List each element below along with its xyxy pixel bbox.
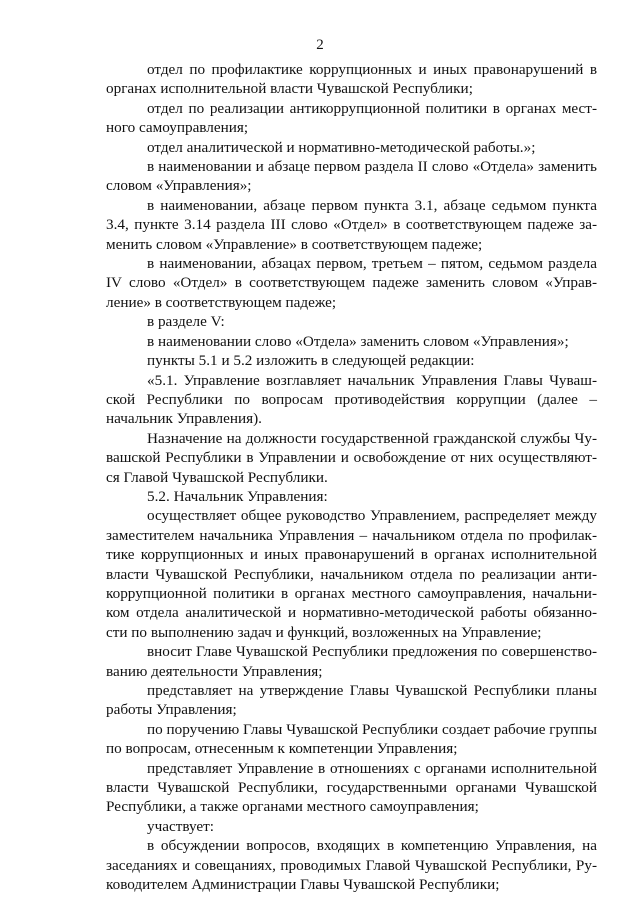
paragraph: в наименовании, абзаце первом пункта 3.1, абзаце седьмом пункта 3.4, пункте 3.14 раздела III слово «Отдел» в соответствующем падеже заменить словом «Управление» в соответствующем падеже;: [106, 196, 597, 253]
paragraph: представляет Управление в отношениях с органами исполнительной власти Чувашской Республики, государственными органами Чувашской Республики, а также органами местного самоуправления;: [106, 759, 597, 816]
paragraph: в наименовании и абзаце первом раздела II слово «Отдела» заменить словом «Управления»;: [106, 158, 597, 195]
paragraph: пункты 5.1 и 5.2 изложить в следующей редакции:: [147, 352, 475, 370]
paragraph: в разделе V:: [147, 313, 225, 331]
paragraph: Назначение на должности государственной гражданской службы Чувашской Республики в Управлении и освобождение от них осуществляются Главой Чувашской Республики.: [106, 429, 597, 486]
paragraph: «5.1. Управление возглавляет начальник Управления Главы Чувашской Республики по вопросам противодействия коррупции (далее – начальник Управления).: [106, 371, 597, 428]
paragraph: по поручению Главы Чувашской Республики создает рабочие группы по вопросам, отнесенным к компетенции Управления;: [106, 720, 597, 758]
paragraph: отдел аналитической и нормативно-методической работы.»;: [147, 138, 536, 156]
paragraph: вносит Главе Чувашской Республики предложения по совершенствованию деятельности Управления;: [106, 643, 597, 680]
paragraph: отдел по реализации антикоррупционной политики в органах местного самоуправления;: [106, 99, 597, 137]
paragraph: осуществляет общее руководство Управлением, распределяет между заместителем начальника Управления – начальником отдела по профилактике коррупционных и иных правонарушений в органах исполнительной власти Чувашской Республики, начальником отдела по реализации антикоррупционной политики в органах местного самоуправления, начальником отдела аналитической и нормативно-методической работы обязанности по выполнению задач и функций, возложенных на Управление;: [106, 507, 597, 641]
paragraph: в обсуждении вопросов, входящих в компетенцию Управления, на заседаниях и совещаниях, проводимых Главой Чувашской Республики, Руководителем Администрации Главы Чувашской Республики;: [106, 837, 597, 894]
page-number: 2: [316, 37, 324, 53]
paragraph: отдел по профилактике коррупционных и иных правонарушений в органах исполнительной власти Чувашской Республики;: [106, 61, 597, 98]
paragraph: представляет на утверждение Главы Чувашской Республики планы работы Управления;: [106, 682, 597, 719]
document-body: [106, 60, 597, 894]
paragraph: в наименовании слово «Отдела» заменить словом «Управления»;: [147, 332, 569, 350]
paragraph: участвует:: [147, 817, 214, 835]
paragraph: в наименовании, абзацах первом, третьем – пятом, седьмом раздела IV слово «Отдел» в соответствующем падеже заменить словом «Управление» в соответствующем падеже;: [106, 255, 597, 311]
paragraph: 5.2. Начальник Управления:: [147, 487, 328, 505]
